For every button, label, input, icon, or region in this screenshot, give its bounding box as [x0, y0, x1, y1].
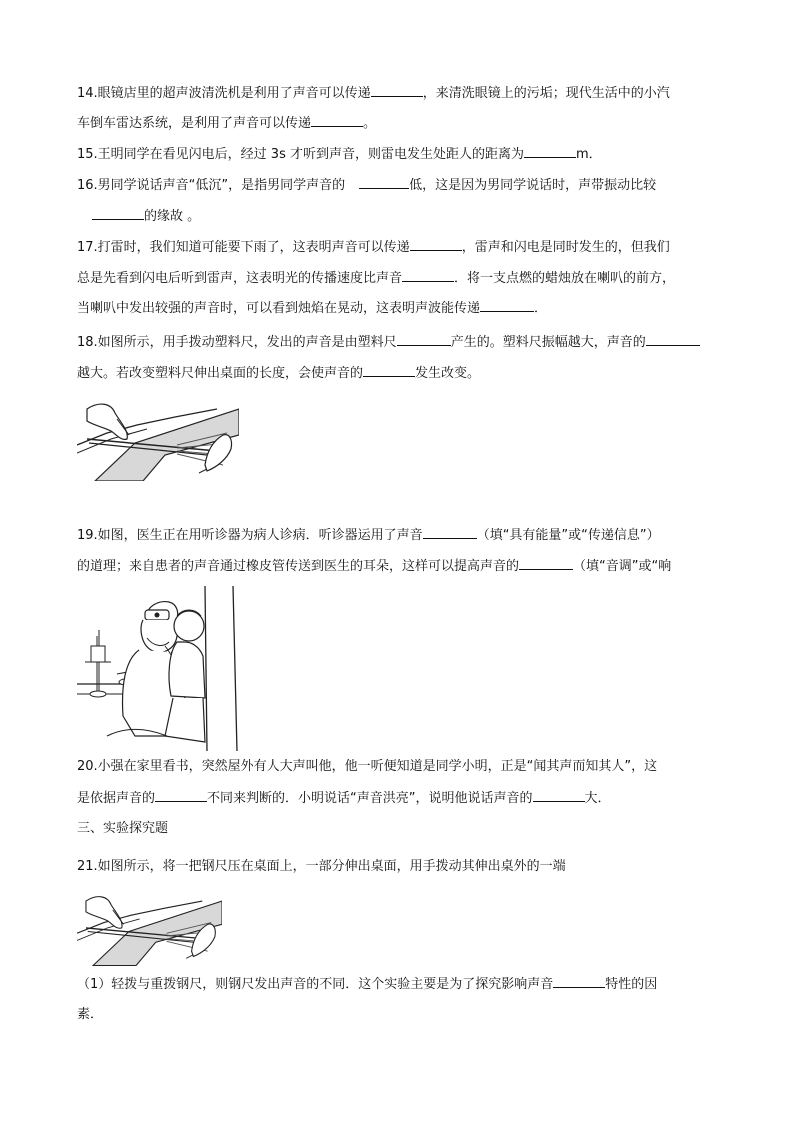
- q18-text-1b: 产生的。塑料尺振幅越大，声音的: [450, 335, 646, 350]
- q19-text-1a: 19.如图，医生正在用听诊器为病人诊病．听诊器运用了声音: [77, 528, 423, 543]
- q19-line1: [77, 526, 660, 545]
- q14-text-1a: 14.眼镜店里的超声波清洗机是利用了声音可以传递: [77, 86, 371, 101]
- q19-text-2b: （填“音调”或“响: [573, 559, 672, 574]
- q20-text-2b: 不同来判断的．小明说话“声音洪亮”，说明他说话声音的: [207, 791, 533, 806]
- q17-blank-3[interactable]: [480, 299, 534, 312]
- q20-line1: [77, 758, 657, 776]
- q21-part1-line2: [77, 1006, 103, 1024]
- q14-line1: [77, 84, 670, 103]
- q17-text-3a: 当喇叭中发出较强的声音时，可以看到烛焰在晃动，这表明声波能传递: [77, 301, 481, 316]
- q17-text-1b: ，雷声和闪电是同时发生的，但我们: [461, 240, 670, 255]
- q16-line2: [92, 207, 200, 226]
- q16-line1: [77, 176, 656, 195]
- q14-blank-1[interactable]: [371, 84, 423, 97]
- ruler-on-table-figure: [77, 395, 239, 481]
- q17-line3: [77, 299, 547, 318]
- q15-text-b: m．: [575, 147, 602, 162]
- q16-text-1b: 低，这是因为男同学说话时，声带振动比较: [409, 178, 657, 193]
- q19-line2: [77, 557, 671, 576]
- q18-blank-1[interactable]: [397, 333, 451, 346]
- q21-text-stem: 21.如图所示，将一把钢尺压在桌面上，一部分伸出桌面，用手拨动其伸出桌外的一端: [77, 859, 566, 874]
- q15-line1: [77, 145, 602, 164]
- q17-blank-1[interactable]: [410, 238, 462, 251]
- q14-blank-2[interactable]: [311, 114, 363, 127]
- q14-line2: [77, 114, 376, 133]
- q18-blank-3[interactable]: [363, 364, 415, 377]
- q21-blank-1[interactable]: [553, 975, 605, 988]
- section-title: 三、实验探究题: [77, 821, 169, 836]
- q17-text-1a: 17.打雷时，我们知道可能要下雨了，这表明声音可以传递: [77, 240, 410, 255]
- q16-text-2b: 的缘故 。: [144, 209, 201, 224]
- q19-text-2a: 的道理；来自患者的声音通过橡皮管传送到医生的耳朵，这样可以提高声音的: [77, 559, 520, 574]
- q19-blank-1[interactable]: [423, 526, 477, 539]
- q14-text-2b: 。: [363, 116, 377, 131]
- q16-blank-2[interactable]: [92, 207, 144, 220]
- q21-text-1a: （1）轻拨与重拨钢尺，则钢尺发出声音的不同．这个实验主要是为了探究影响声音: [77, 977, 554, 992]
- q16-blank-1[interactable]: [359, 176, 409, 189]
- q18-blank-2[interactable]: [646, 333, 700, 346]
- q18-line1: [77, 333, 700, 352]
- q17-line1: [77, 238, 670, 257]
- q20-text-2a: 是依据声音的: [77, 791, 156, 806]
- q18-text-1a: 18.如图所示，用手拨动塑料尺，发出的声音是由塑料尺: [77, 335, 397, 350]
- doctor-stethoscope-figure: [77, 586, 247, 751]
- q20-text-2c: 大．: [584, 791, 611, 806]
- q21-text-1b: 特性的因: [605, 977, 658, 992]
- q18-text-2b: 发生改变。: [415, 366, 481, 381]
- q15-text-a: 15.王明同学在看见闪电后，经过 3s 才听到声音，则雷电发生处距人的距离为: [77, 147, 524, 162]
- q17-text-3b: ．: [534, 301, 548, 316]
- q15-blank-1[interactable]: [524, 145, 576, 158]
- q21-part1-line1: [77, 975, 657, 994]
- q17-line2: [77, 269, 675, 288]
- q14-text-2a: 车倒车雷达系统，是利用了声音可以传递: [77, 116, 312, 131]
- q20-blank-1[interactable]: [155, 789, 207, 802]
- q21-stem: [77, 858, 566, 876]
- q16-text-1a: 16.男同学说话声音“低沉”，是指男同学声音的: [77, 178, 346, 193]
- q18-line2: [77, 364, 480, 383]
- section-heading: [77, 820, 168, 838]
- q17-text-2b: ．将一支点燃的蜡烛放在喇叭的前方，: [454, 271, 676, 286]
- q19-text-1b: （填“具有能量”或“传递信息”）: [476, 528, 660, 543]
- q17-blank-2[interactable]: [402, 269, 454, 282]
- steel-ruler-figure: [77, 888, 222, 966]
- q17-text-2a: 总是先看到闪电后听到雷声，这表明光的传播速度比声音: [77, 271, 403, 286]
- q20-blank-2[interactable]: [533, 789, 585, 802]
- q19-blank-2[interactable]: [519, 557, 573, 570]
- q21-text-1c: 素．: [77, 1007, 104, 1022]
- q20-text-1: 20.小强在家里看书，突然屋外有人大声叫他，他一听便知道是同学小明，正是“闻其声而知其人”，这: [77, 759, 658, 774]
- q20-line2: [77, 789, 611, 808]
- q18-text-2a: 越大。若改变塑料尺伸出桌面的长度，会使声音的: [77, 366, 364, 381]
- q14-text-1b: ，来清洗眼镜上的污垢；现代生活中的小汽: [422, 86, 670, 101]
